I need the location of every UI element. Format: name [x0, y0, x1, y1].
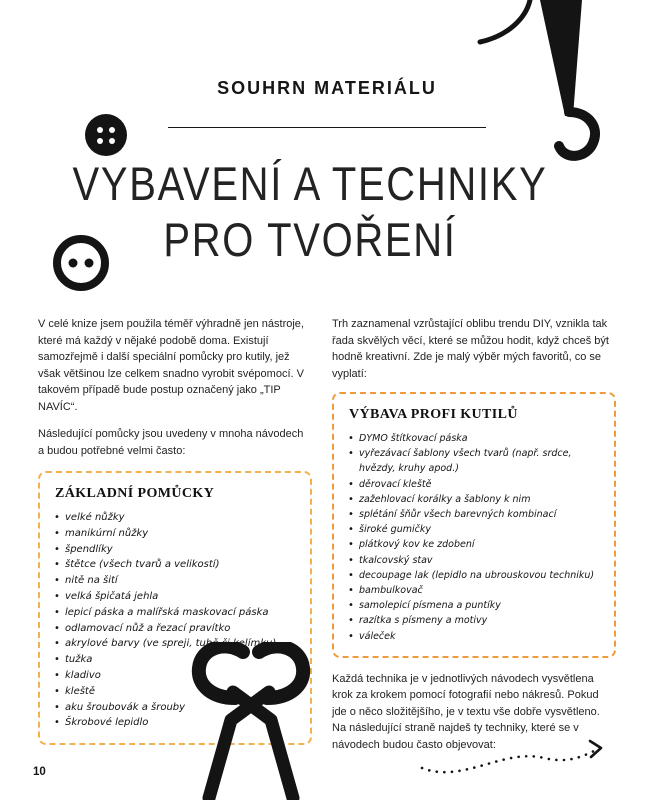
tool-item: • široké gumičky	[347, 522, 601, 537]
page-title-line2: PRO TVOŘENÍ	[163, 213, 457, 266]
section-kicker: SOUHRN MATERIÁLU	[217, 78, 437, 98]
dotted-arrow-icon	[418, 736, 618, 793]
intro-lead-left: Následující pomůcky jsou uvedeny v mnoha návodech a budou potřebné velmi často:	[38, 428, 304, 457]
tool-item: • štětce (všech tvarů a velikostí)	[53, 557, 297, 573]
tool-item: • kladivo	[53, 668, 297, 684]
tool-item: • velké nůžky	[53, 510, 297, 526]
page-title	[47, 156, 574, 268]
intro-paragraph-left: V celé knize jsem použila téměř výhradně jen nástroje, které má každý v nějaké podobě doma. Existují samozřejmě i další speciální pomůcky pro kutily, jež však většinou lze celkem snadno vyrobit svépomocí. V takovém případě bude postup označený jako „TIP NAVÍC“.	[38, 318, 304, 413]
tool-item: • špendlíky	[53, 542, 297, 558]
pro-tools-box	[332, 392, 616, 658]
tool-item: • splétání šňůr všech barevných kombinací	[347, 507, 601, 522]
tool-item: • váleček	[347, 629, 601, 644]
tool-item: • děrovací kleště	[347, 477, 601, 492]
kicker-underline	[168, 127, 486, 128]
intro-paragraph-right: Trh zaznamenal vzrůstající oblibu trendu DIY, vznikla tak řada skvělých věcí, které se můžou hodit, když chceš být hodně kreativní. Zde je malý výběr mých favoritů, co se vyplatí:	[332, 318, 609, 380]
tool-item: • kleště	[53, 684, 297, 700]
tool-item: • nitě na šití	[53, 573, 297, 589]
tool-item: • velká špičatá jehla	[53, 589, 297, 605]
tool-item: • vyřezávací šablony všech tvarů (např. srdce, hvězdy, kruhy apod.)	[347, 446, 601, 476]
tool-item: • zažehlovací korálky a šablony k nim	[347, 492, 601, 507]
tool-item: • plátkový kov ke zdobení	[347, 537, 601, 552]
tool-item: • tkalcovský stav	[347, 553, 601, 568]
outro-paragraph: Každá technika je v jednotlivých návodech vysvětlena krok za krokem pomocí fotografií nebo nákresů. Pokud jde o něco složitějšího, je v textu vše dobře vysvětleno. Na následující straně najdeš ty techniky, které se v návodech budou často objevovat:	[332, 672, 600, 751]
tool-item: • tužka	[53, 652, 297, 668]
right-column	[332, 316, 616, 753]
tool-item: • akrylové barvy (ve spreji, tubě či kelímku)	[53, 636, 297, 652]
pliers-icon	[183, 642, 319, 800]
basic-tools-title: ZÁKLADNÍ POMŮCKY	[55, 486, 215, 501]
tool-item: • lepicí páska a malířská maskovací páska	[53, 605, 297, 621]
tool-item: • odlamovací nůž a řezací pravítko	[53, 621, 297, 637]
page-number: 10	[33, 766, 46, 778]
tool-item: • razítka s písmeny a motivy	[347, 613, 601, 628]
pro-tools-title: VÝBAVA PROFI KUTILŮ	[349, 407, 518, 422]
tool-item: • aku šroubovák a šrouby	[53, 700, 297, 716]
page-title-line1: VYBAVENÍ A TECHNIKY	[72, 157, 548, 210]
tool-item: • manikúrní nůžky	[53, 526, 297, 542]
pro-tools-list	[347, 431, 601, 644]
tool-item: • samolepicí písmena a puntíky	[347, 598, 601, 613]
tool-item: • decoupage lak (lepidlo na ubrouskovou techniku)	[347, 568, 601, 583]
tool-item: • DYMO štítkovací páska	[347, 431, 601, 446]
tool-item: • Škrobové lepidlo	[53, 715, 297, 731]
tool-item: • bambulkovač	[347, 583, 601, 598]
